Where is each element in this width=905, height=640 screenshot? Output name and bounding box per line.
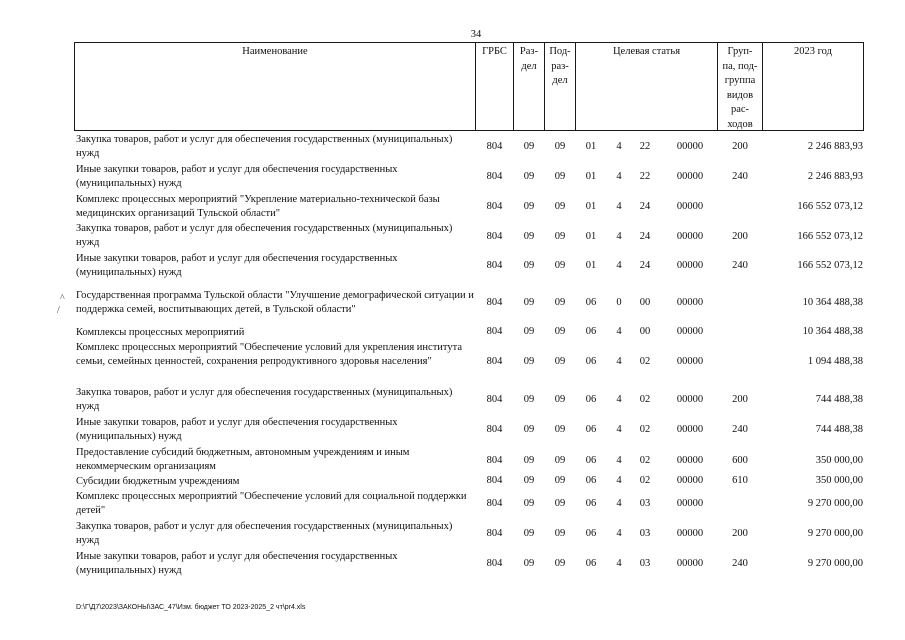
row-event-code: 24: [639, 231, 651, 242]
margin-mark: ^: [60, 293, 65, 304]
row-podrazdel: 09: [554, 231, 566, 242]
row-event-code: 03: [639, 528, 651, 539]
row-program-code: 01: [585, 171, 597, 182]
row-expense-group: 610: [732, 475, 748, 486]
row-direction-code: 00000: [676, 171, 704, 182]
header-grbs: ГРБС: [482, 46, 507, 57]
row-amount: 166 552 073,12: [797, 201, 863, 212]
row-name: Закупка товаров, работ и услуг для обеспечения государственных (муниципальных) нужд: [76, 387, 453, 413]
row-grbs: 804: [486, 141, 503, 152]
row-razdel: 09: [523, 498, 535, 509]
header-tselevaya-statya: Целевая статья: [612, 46, 681, 57]
row-event-code: 00: [639, 297, 651, 308]
row-podrazdel: 09: [554, 201, 566, 212]
row-razdel: 09: [523, 475, 535, 486]
row-program-code: 06: [585, 475, 597, 486]
row-name: Иные закупки товаров, работ и услуг для обеспечения государственных (муниципальных) нужд: [76, 253, 398, 279]
row-razdel: 09: [523, 201, 535, 212]
row-razdel: 09: [523, 356, 535, 367]
row-direction-code: 00000: [676, 498, 704, 509]
row-name: Иные закупки товаров, работ и услуг для обеспечения государственных (муниципальных) нужд: [76, 164, 398, 190]
header-gruppa-line: Груп-: [727, 46, 753, 57]
row-program-code: 01: [585, 201, 597, 212]
row-grbs: 804: [486, 297, 503, 308]
row-direction-code: 00000: [676, 394, 704, 405]
row-amount: 9 270 000,00: [807, 528, 863, 539]
row-type-code: 4: [616, 455, 622, 466]
header-razdel-line: Раз-: [519, 46, 539, 57]
row-direction-code: 00000: [676, 455, 704, 466]
row-podrazdel: 09: [554, 326, 566, 337]
row-grbs: 804: [486, 201, 503, 212]
row-expense-group: 200: [732, 394, 748, 405]
row-amount: 166 552 073,12: [797, 260, 863, 271]
row-event-code: 03: [639, 558, 651, 569]
row-type-code: 4: [616, 171, 622, 182]
row-amount: 350 000,00: [815, 455, 863, 466]
row-podrazdel: 09: [554, 260, 566, 271]
row-direction-code: 00000: [676, 297, 704, 308]
row-grbs: 804: [486, 558, 503, 569]
row-type-code: 4: [616, 558, 622, 569]
header-podrazdel-line: раз-: [551, 60, 569, 72]
row-razdel: 09: [523, 297, 535, 308]
row-grbs: 804: [486, 326, 503, 337]
row-name: Комплексы процессных мероприятий: [76, 327, 245, 338]
row-amount: 744 488,38: [815, 424, 863, 435]
row-program-code: 01: [585, 231, 597, 242]
row-amount: 2 246 883,93: [807, 141, 863, 152]
row-type-code: 0: [616, 297, 622, 308]
row-name: Комплекс процессных мероприятий "Обеспечение условий для социальной поддержки детей": [76, 491, 467, 517]
row-expense-group: 200: [732, 141, 748, 152]
row-podrazdel: 09: [554, 297, 566, 308]
column-divider: [863, 42, 864, 131]
margin-mark: /: [57, 305, 60, 316]
row-name: Субсидии бюджетным учреждениям: [76, 476, 240, 487]
row-expense-group: 240: [732, 171, 748, 182]
row-program-code: 06: [585, 558, 597, 569]
row-direction-code: 00000: [676, 475, 704, 486]
row-grbs: 804: [486, 455, 503, 466]
table-top-border: [74, 42, 864, 43]
row-direction-code: 00000: [676, 424, 704, 435]
row-event-code: 22: [639, 171, 651, 182]
row-event-code: 03: [639, 498, 651, 509]
row-type-code: 4: [616, 475, 622, 486]
header-gruppa-line: группа: [724, 75, 756, 87]
row-type-code: 4: [616, 326, 622, 337]
row-podrazdel: 09: [554, 171, 566, 182]
row-grbs: 804: [486, 356, 503, 367]
row-grbs: 804: [486, 231, 503, 242]
row-expense-group: 200: [732, 231, 748, 242]
row-name: Закупка товаров, работ и услуг для обеспечения государственных (муниципальных) нужд: [76, 223, 453, 249]
footer-file-path: D:\Г\Д7\2023\ЗАКОНЫ\ЗАС_47\Изм. бюджет ТО 2023-2025_2 чт\pr4.xls: [76, 604, 306, 611]
row-direction-code: 00000: [676, 558, 704, 569]
row-name: Закупка товаров, работ и услуг для обеспечения государственных (муниципальных) нужд: [76, 134, 453, 160]
row-type-code: 4: [616, 424, 622, 435]
row-grbs: 804: [486, 394, 503, 405]
row-amount: 2 246 883,93: [807, 171, 863, 182]
row-event-code: 02: [639, 475, 651, 486]
row-razdel: 09: [523, 394, 535, 405]
row-amount: 9 270 000,00: [807, 558, 863, 569]
row-type-code: 4: [616, 231, 622, 242]
row-program-code: 01: [585, 141, 597, 152]
row-razdel: 09: [523, 326, 535, 337]
row-program-code: 06: [585, 498, 597, 509]
row-program-code: 06: [585, 297, 597, 308]
row-event-code: 02: [639, 455, 651, 466]
row-name: Комплекс процессных мероприятий "Укрепление материально-технической базы медицинских организаций Тульской области": [76, 194, 440, 220]
row-amount: 744 488,38: [815, 394, 863, 405]
row-razdel: 09: [523, 171, 535, 182]
page-number: 34: [470, 29, 482, 40]
row-razdel: 09: [523, 141, 535, 152]
row-podrazdel: 09: [554, 558, 566, 569]
row-name: Предоставление субсидий бюджетным, автономным учреждениям и иным некоммерческим организациям: [76, 447, 410, 473]
row-name: Государственная программа Тульской области "Улучшение демографической ситуации и поддержка семей, воспитывающих детей, в Тульской области": [76, 290, 474, 316]
header-razdel-line: дел: [521, 60, 537, 72]
row-name: Комплекс процессных мероприятий "Обеспечение условий для укрепления института семьи, семейных ценностей, сохранения репродуктивного здоровья населения": [76, 342, 462, 368]
header-podrazdel-line: Под-: [549, 46, 571, 57]
row-event-code: 02: [639, 356, 651, 367]
row-event-code: 24: [639, 260, 651, 271]
header-year: 2023 год: [794, 46, 832, 57]
row-direction-code: 00000: [676, 201, 704, 212]
row-amount: 1 094 488,38: [807, 356, 863, 367]
row-grbs: 804: [486, 424, 503, 435]
row-expense-group: 240: [732, 424, 748, 435]
header-name: Наименование: [242, 46, 308, 57]
row-podrazdel: 09: [554, 498, 566, 509]
header-razdel: [514, 45, 544, 74]
row-razdel: 09: [523, 558, 535, 569]
row-grbs: 804: [486, 475, 503, 486]
row-podrazdel: 09: [554, 394, 566, 405]
row-amount: 350 000,00: [815, 475, 863, 486]
row-type-code: 4: [616, 201, 622, 212]
row-expense-group: 240: [732, 260, 748, 271]
row-direction-code: 00000: [676, 231, 704, 242]
row-program-code: 06: [585, 394, 597, 405]
row-program-code: 06: [585, 356, 597, 367]
row-type-code: 4: [616, 528, 622, 539]
row-direction-code: 00000: [676, 326, 704, 337]
row-razdel: 09: [523, 455, 535, 466]
row-type-code: 4: [616, 498, 622, 509]
row-name: Иные закупки товаров, работ и услуг для обеспечения государственных (муниципальных) нужд: [76, 417, 398, 443]
row-razdel: 09: [523, 528, 535, 539]
row-name: Закупка товаров, работ и услуг для обеспечения государственных (муниципальных) нужд: [76, 521, 453, 547]
header-gruppa-line: рас-: [730, 104, 750, 116]
row-type-code: 4: [616, 260, 622, 271]
row-podrazdel: 09: [554, 528, 566, 539]
row-grbs: 804: [486, 171, 503, 182]
row-name: Иные закупки товаров, работ и услуг для обеспечения государственных (муниципальных) нужд: [76, 551, 398, 577]
row-grbs: 804: [486, 498, 503, 509]
row-podrazdel: 09: [554, 455, 566, 466]
row-event-code: 02: [639, 394, 651, 405]
row-grbs: 804: [486, 528, 503, 539]
row-type-code: 4: [616, 394, 622, 405]
row-program-code: 01: [585, 260, 597, 271]
row-event-code: 02: [639, 424, 651, 435]
header-gruppa-line: ходов: [727, 118, 753, 130]
row-expense-group: 200: [732, 528, 748, 539]
row-grbs: 804: [486, 260, 503, 271]
header-gruppa-line: видов: [726, 89, 754, 101]
header-gruppa-vidov-rashodov: [718, 45, 762, 133]
row-amount: 9 270 000,00: [807, 498, 863, 509]
row-event-code: 22: [639, 141, 651, 152]
row-podrazdel: 09: [554, 356, 566, 367]
column-divider: [74, 42, 75, 131]
row-event-code: 00: [639, 326, 651, 337]
row-podrazdel: 09: [554, 424, 566, 435]
row-program-code: 06: [585, 455, 597, 466]
header-podrazdel: [545, 45, 575, 89]
row-direction-code: 00000: [676, 141, 704, 152]
row-program-code: 06: [585, 424, 597, 435]
row-program-code: 06: [585, 326, 597, 337]
row-amount: 166 552 073,12: [797, 231, 863, 242]
row-amount: 10 364 488,38: [802, 326, 863, 337]
row-expense-group: 600: [732, 455, 748, 466]
row-razdel: 09: [523, 260, 535, 271]
row-razdel: 09: [523, 424, 535, 435]
row-direction-code: 00000: [676, 356, 704, 367]
row-program-code: 06: [585, 528, 597, 539]
row-type-code: 4: [616, 141, 622, 152]
row-direction-code: 00000: [676, 260, 704, 271]
header-podrazdel-line: дел: [552, 75, 568, 87]
row-razdel: 09: [523, 231, 535, 242]
row-amount: 10 364 488,38: [802, 297, 863, 308]
header-gruppa-line: па, под-: [722, 60, 758, 72]
row-podrazdel: 09: [554, 141, 566, 152]
row-expense-group: 240: [732, 558, 748, 569]
row-direction-code: 00000: [676, 528, 704, 539]
row-podrazdel: 09: [554, 475, 566, 486]
row-type-code: 4: [616, 356, 622, 367]
row-event-code: 24: [639, 201, 651, 212]
